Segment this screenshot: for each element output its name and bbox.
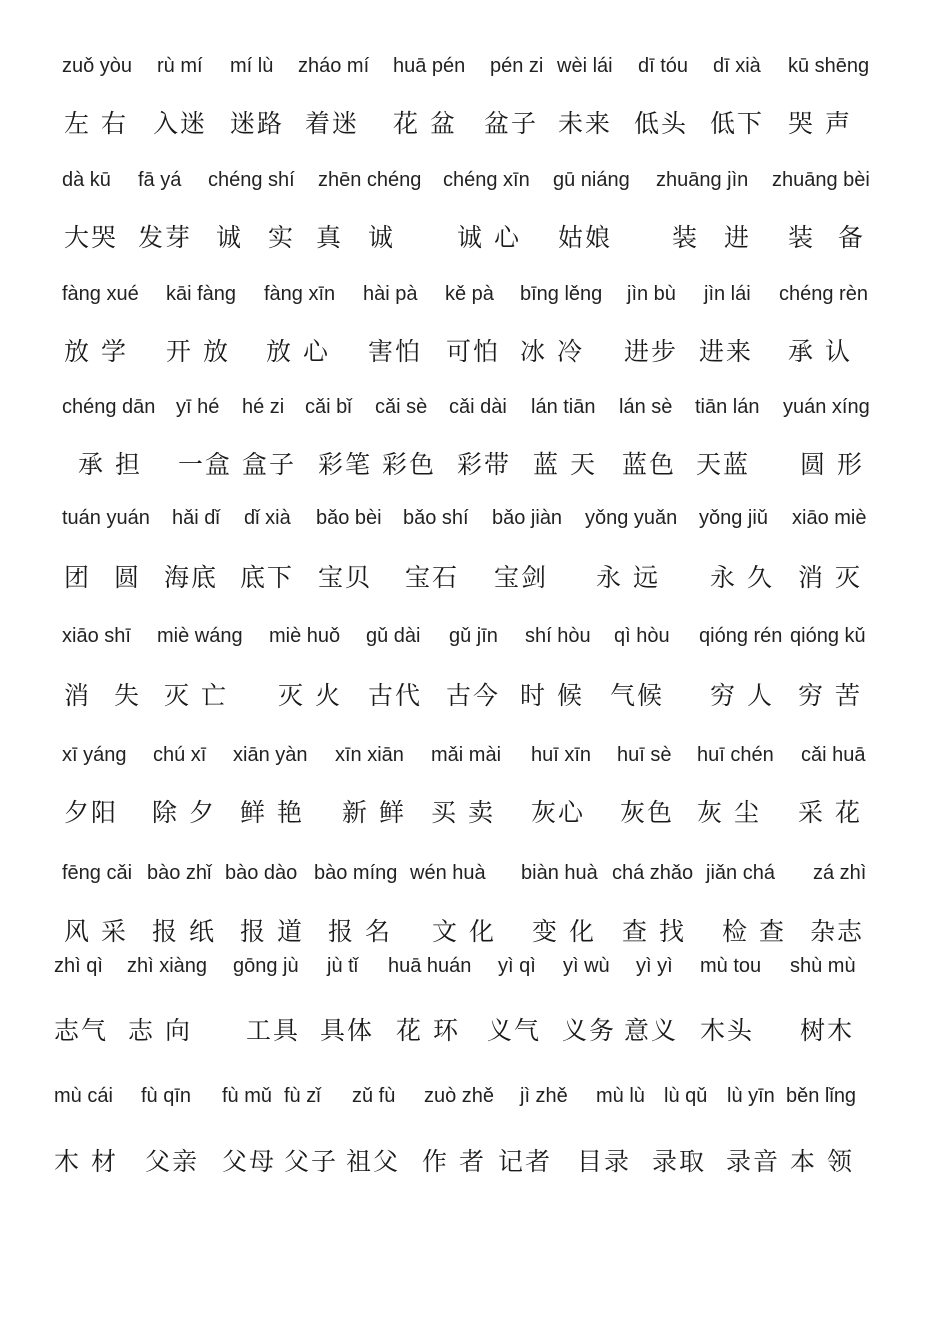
hanzi-item: 彩笔 彩色 xyxy=(318,450,436,479)
pinyin-item: qì hòu xyxy=(614,625,670,647)
pinyin-item: zhēn chéng xyxy=(318,169,422,191)
pinyin-item: huī chén xyxy=(697,744,774,766)
pinyin-item: zhì xiàng xyxy=(127,955,208,977)
hanzi-item: 诚 心 xyxy=(457,223,521,252)
pinyin-item: fàng xué xyxy=(62,283,139,305)
pinyin-item: shí hòu xyxy=(525,625,591,647)
pinyin-item: jù tǐ xyxy=(327,955,359,977)
hanzi-item: 放 心 xyxy=(266,337,330,366)
pinyin-item: qióng rén xyxy=(699,625,783,647)
hanzi-item: 入迷 xyxy=(153,109,208,138)
pinyin-item: dī tóu xyxy=(638,55,689,77)
hanzi-item: 哭 声 xyxy=(788,109,852,138)
hanzi-item: 永 久 xyxy=(710,563,774,592)
hanzi-item: 备 xyxy=(838,223,866,252)
hanzi-item: 团 xyxy=(64,563,92,592)
pinyin-row xyxy=(0,744,950,784)
hanzi-item: 灰心 xyxy=(531,798,586,827)
hanzi-item: 具体 xyxy=(320,1016,375,1045)
hanzi-item: 父子 xyxy=(284,1147,339,1176)
hanzi-item: 失 xyxy=(114,681,142,710)
pinyin-item: jìn bù xyxy=(627,283,676,305)
pinyin-item: zǔ fù xyxy=(352,1085,396,1107)
pinyin-item: jiǎn chá xyxy=(706,862,775,884)
hanzi-item: 消 灭 xyxy=(798,563,862,592)
pinyin-item: lù qǔ xyxy=(664,1085,708,1107)
hanzi-row xyxy=(0,912,950,952)
pinyin-item: mù cái xyxy=(54,1085,113,1107)
hanzi-item: 气候 xyxy=(610,681,665,710)
pinyin-item: bǎo bèi xyxy=(316,507,382,529)
pinyin-item: gǔ dài xyxy=(366,625,421,647)
pinyin-item: xiāo miè xyxy=(792,507,867,529)
hanzi-item: 圆 xyxy=(114,563,142,592)
hanzi-item: 记者 xyxy=(498,1147,553,1176)
hanzi-item: 意义 xyxy=(624,1016,679,1045)
hanzi-item: 义务 xyxy=(562,1016,617,1045)
pinyin-item: fù zǐ xyxy=(284,1085,321,1107)
pinyin-item: mí lù xyxy=(230,55,274,77)
hanzi-item: 灭 火 xyxy=(278,681,342,710)
pinyin-item: bào dào xyxy=(225,862,298,884)
pinyin-item: wèi lái xyxy=(557,55,613,77)
hanzi-item: 工具 xyxy=(246,1016,301,1045)
pinyin-item: fā yá xyxy=(138,169,182,191)
pinyin-item: chéng dān xyxy=(62,396,156,418)
pinyin-item: mù tou xyxy=(700,955,762,977)
pinyin-item: lán sè xyxy=(619,396,673,418)
hanzi-item: 灰 尘 xyxy=(697,798,761,827)
hanzi-item: 录音 xyxy=(726,1147,781,1176)
pinyin-item: chú xī xyxy=(153,744,207,766)
hanzi-item: 大哭 xyxy=(64,223,119,252)
pinyin-item: chéng rèn xyxy=(779,283,868,305)
hanzi-item: 鲜 艳 xyxy=(240,798,304,827)
pinyin-item: huā pén xyxy=(393,55,466,77)
hanzi-item: 文 化 xyxy=(432,917,496,946)
hanzi-item: 古今 xyxy=(446,681,501,710)
pinyin-item: bīng lěng xyxy=(520,283,603,305)
pinyin-item: yǒng jiǔ xyxy=(699,507,768,529)
pinyin-item: cǎi sè xyxy=(375,396,428,418)
hanzi-item: 祖父 xyxy=(346,1147,401,1176)
pinyin-item: bǎo shí xyxy=(403,507,469,529)
pinyin-item: kāi fàng xyxy=(166,283,237,305)
pinyin-item: yì wù xyxy=(563,955,610,977)
hanzi-item: 底下 xyxy=(240,563,295,592)
pinyin-item: zá zhì xyxy=(813,862,867,884)
hanzi-item: 志气 xyxy=(54,1016,109,1045)
hanzi-item: 姑娘 xyxy=(558,223,613,252)
hanzi-item: 承 担 xyxy=(78,450,142,479)
pinyin-item: yī hé xyxy=(176,396,220,418)
hanzi-item: 一盒 盒子 xyxy=(178,450,296,479)
hanzi-item: 风 采 xyxy=(64,917,128,946)
hanzi-row xyxy=(0,1011,950,1051)
pinyin-item: xiāo shī xyxy=(62,625,131,647)
hanzi-item: 冰 冷 xyxy=(520,337,584,366)
pinyin-row xyxy=(0,862,950,902)
pinyin-item: dà kū xyxy=(62,169,111,191)
hanzi-item: 穷 人 xyxy=(710,681,774,710)
pinyin-item: gōng jù xyxy=(233,955,299,977)
pinyin-item: zuò zhě xyxy=(424,1085,495,1107)
pinyin-row xyxy=(0,625,950,665)
pinyin-item: hǎi dǐ xyxy=(172,507,220,529)
hanzi-item: 实 xyxy=(268,223,296,252)
hanzi-item: 未来 xyxy=(558,109,613,138)
pinyin-item: gū niáng xyxy=(553,169,630,191)
pinyin-item: zuǒ yòu xyxy=(62,55,133,77)
hanzi-item: 查 找 xyxy=(622,917,686,946)
pinyin-item: dī xià xyxy=(713,55,761,77)
pinyin-item: qióng kǔ xyxy=(790,625,866,647)
pinyin-item: chá zhǎo xyxy=(612,862,694,884)
hanzi-item: 承 认 xyxy=(788,337,852,366)
hanzi-item: 可怕 xyxy=(446,337,501,366)
pinyin-item: jìn lái xyxy=(704,283,751,305)
pinyin-item: gǔ jīn xyxy=(449,625,498,647)
hanzi-item: 检 查 xyxy=(722,917,786,946)
hanzi-item: 义气 xyxy=(487,1016,542,1045)
hanzi-item: 宝贝 xyxy=(318,563,373,592)
hanzi-item: 左 右 xyxy=(64,109,128,138)
pinyin-item: xiān yàn xyxy=(233,744,308,766)
pinyin-item: wén huà xyxy=(410,862,486,884)
pinyin-item: miè wáng xyxy=(157,625,243,647)
pinyin-item: bǎo jiàn xyxy=(492,507,563,529)
pinyin-item: fēng cǎi xyxy=(62,862,133,884)
pinyin-item: tiān lán xyxy=(695,396,760,418)
pinyin-item: cǎi dài xyxy=(449,396,507,418)
hanzi-item: 圆 形 xyxy=(800,450,864,479)
pinyin-item: tuán yuán xyxy=(62,507,150,529)
pinyin-item: huā huán xyxy=(388,955,472,977)
hanzi-item: 装 xyxy=(788,223,816,252)
hanzi-item: 开 放 xyxy=(166,337,230,366)
hanzi-item: 宝剑 xyxy=(494,563,549,592)
pinyin-item: huī sè xyxy=(617,744,672,766)
hanzi-item: 装 xyxy=(672,223,700,252)
hanzi-item: 报 纸 xyxy=(152,917,216,946)
hanzi-item: 买 卖 xyxy=(431,798,495,827)
hanzi-item: 父母 xyxy=(222,1147,277,1176)
hanzi-item: 木头 xyxy=(700,1016,755,1045)
hanzi-item: 蓝 天 xyxy=(533,450,597,479)
hanzi-item: 变 化 xyxy=(532,917,596,946)
pinyin-row xyxy=(0,55,950,95)
hanzi-item: 迷路 xyxy=(230,109,285,138)
hanzi-item: 低下 xyxy=(710,109,765,138)
hanzi-item: 盆子 xyxy=(484,109,539,138)
hanzi-item: 消 xyxy=(64,681,92,710)
pinyin-row xyxy=(0,283,950,323)
hanzi-item: 诚 xyxy=(216,223,244,252)
pinyin-item: yì yì xyxy=(636,955,673,977)
pinyin-item: rù mí xyxy=(157,55,203,77)
pinyin-item: zhì qì xyxy=(54,955,103,977)
hanzi-item: 永 远 xyxy=(596,563,660,592)
hanzi-item: 发芽 xyxy=(138,223,193,252)
pinyin-row xyxy=(0,955,950,995)
pinyin-row xyxy=(0,396,950,436)
pinyin-item: mù lù xyxy=(596,1085,645,1107)
pinyin-item: lù yīn xyxy=(727,1085,775,1107)
pinyin-item: shù mù xyxy=(790,955,856,977)
pinyin-item: xī yáng xyxy=(62,744,127,766)
hanzi-item: 穷 苦 xyxy=(798,681,862,710)
pinyin-item: yuán xíng xyxy=(783,396,870,418)
hanzi-item: 进步 xyxy=(624,337,679,366)
hanzi-item: 采 花 xyxy=(798,798,862,827)
hanzi-item: 除 夕 xyxy=(152,798,216,827)
pinyin-item: zháo mí xyxy=(298,55,370,77)
hanzi-row xyxy=(0,793,950,833)
hanzi-item: 进 xyxy=(724,223,752,252)
pinyin-item: cǎi bǐ xyxy=(305,396,352,418)
hanzi-item: 新 鲜 xyxy=(342,798,406,827)
pinyin-item: fàng xīn xyxy=(264,283,336,305)
hanzi-item: 诚 xyxy=(368,223,396,252)
pinyin-item: fù qīn xyxy=(141,1085,192,1107)
pinyin-item: fù mǔ xyxy=(222,1085,273,1107)
hanzi-item: 花 盆 xyxy=(393,109,457,138)
hanzi-item: 害怕 xyxy=(368,337,423,366)
hanzi-item: 彩带 xyxy=(457,450,512,479)
pinyin-item: mǎi mài xyxy=(431,744,502,766)
hanzi-item: 天蓝 xyxy=(696,450,751,479)
hanzi-item: 目录 xyxy=(577,1147,632,1176)
hanzi-row xyxy=(0,218,950,258)
hanzi-item: 报 道 xyxy=(240,917,304,946)
hanzi-item: 低头 xyxy=(634,109,689,138)
hanzi-row xyxy=(0,676,950,716)
pinyin-item: bào zhǐ xyxy=(147,862,212,884)
hanzi-item: 录取 xyxy=(652,1147,707,1176)
pinyin-item: hé zi xyxy=(242,396,285,418)
pinyin-item: chéng xīn xyxy=(443,169,530,191)
pinyin-item: kě pà xyxy=(445,283,494,305)
hanzi-item: 海底 xyxy=(164,563,219,592)
pinyin-item: bào míng xyxy=(314,862,398,884)
pinyin-item: yǒng yuǎn xyxy=(585,507,678,529)
hanzi-item: 进来 xyxy=(699,337,754,366)
pinyin-item: běn lǐng xyxy=(786,1085,857,1107)
pinyin-item: zhuāng bèi xyxy=(772,169,870,191)
pinyin-row xyxy=(0,1085,950,1125)
hanzi-item: 花 环 xyxy=(396,1016,460,1045)
pinyin-item: lán tiān xyxy=(531,396,596,418)
pinyin-item: chéng shí xyxy=(208,169,295,191)
pinyin-item: miè huǒ xyxy=(269,625,341,647)
pinyin-item: zhuāng jìn xyxy=(656,169,749,191)
hanzi-item: 古代 xyxy=(368,681,423,710)
hanzi-item: 夕阳 xyxy=(64,798,119,827)
hanzi-item: 宝石 xyxy=(405,563,460,592)
hanzi-item: 真 xyxy=(316,223,344,252)
pinyin-item: hài pà xyxy=(363,283,418,305)
pinyin-item: xīn xiān xyxy=(335,744,404,766)
pinyin-row xyxy=(0,507,950,547)
hanzi-item: 树木 xyxy=(800,1016,855,1045)
hanzi-item: 灭 亡 xyxy=(164,681,228,710)
pinyin-item: yì qì xyxy=(498,955,536,977)
pinyin-item: cǎi huā xyxy=(801,744,866,766)
hanzi-row xyxy=(0,104,950,144)
hanzi-item: 志 向 xyxy=(128,1016,192,1045)
hanzi-item: 杂志 xyxy=(810,917,865,946)
pinyin-item: huī xīn xyxy=(531,744,592,766)
hanzi-item: 木 材 xyxy=(54,1147,118,1176)
hanzi-item: 蓝色 xyxy=(622,450,677,479)
hanzi-item: 着迷 xyxy=(305,109,360,138)
hanzi-item: 作 者 xyxy=(422,1147,486,1176)
hanzi-item: 时 候 xyxy=(520,681,584,710)
hanzi-row xyxy=(0,332,950,372)
hanzi-item: 放 学 xyxy=(64,337,128,366)
hanzi-item: 报 名 xyxy=(328,917,392,946)
hanzi-row xyxy=(0,558,950,598)
hanzi-item: 灰色 xyxy=(620,798,675,827)
pinyin-row xyxy=(0,169,950,209)
hanzi-row xyxy=(0,445,950,485)
pinyin-item: biàn huà xyxy=(521,862,598,884)
pinyin-item: kū shēng xyxy=(788,55,870,77)
hanzi-item: 本 领 xyxy=(790,1147,854,1176)
pinyin-item: jì zhě xyxy=(520,1085,568,1107)
pinyin-item: dǐ xià xyxy=(244,507,291,529)
hanzi-row xyxy=(0,1142,950,1182)
pinyin-item: pén zi xyxy=(490,55,544,77)
hanzi-item: 父亲 xyxy=(145,1147,200,1176)
